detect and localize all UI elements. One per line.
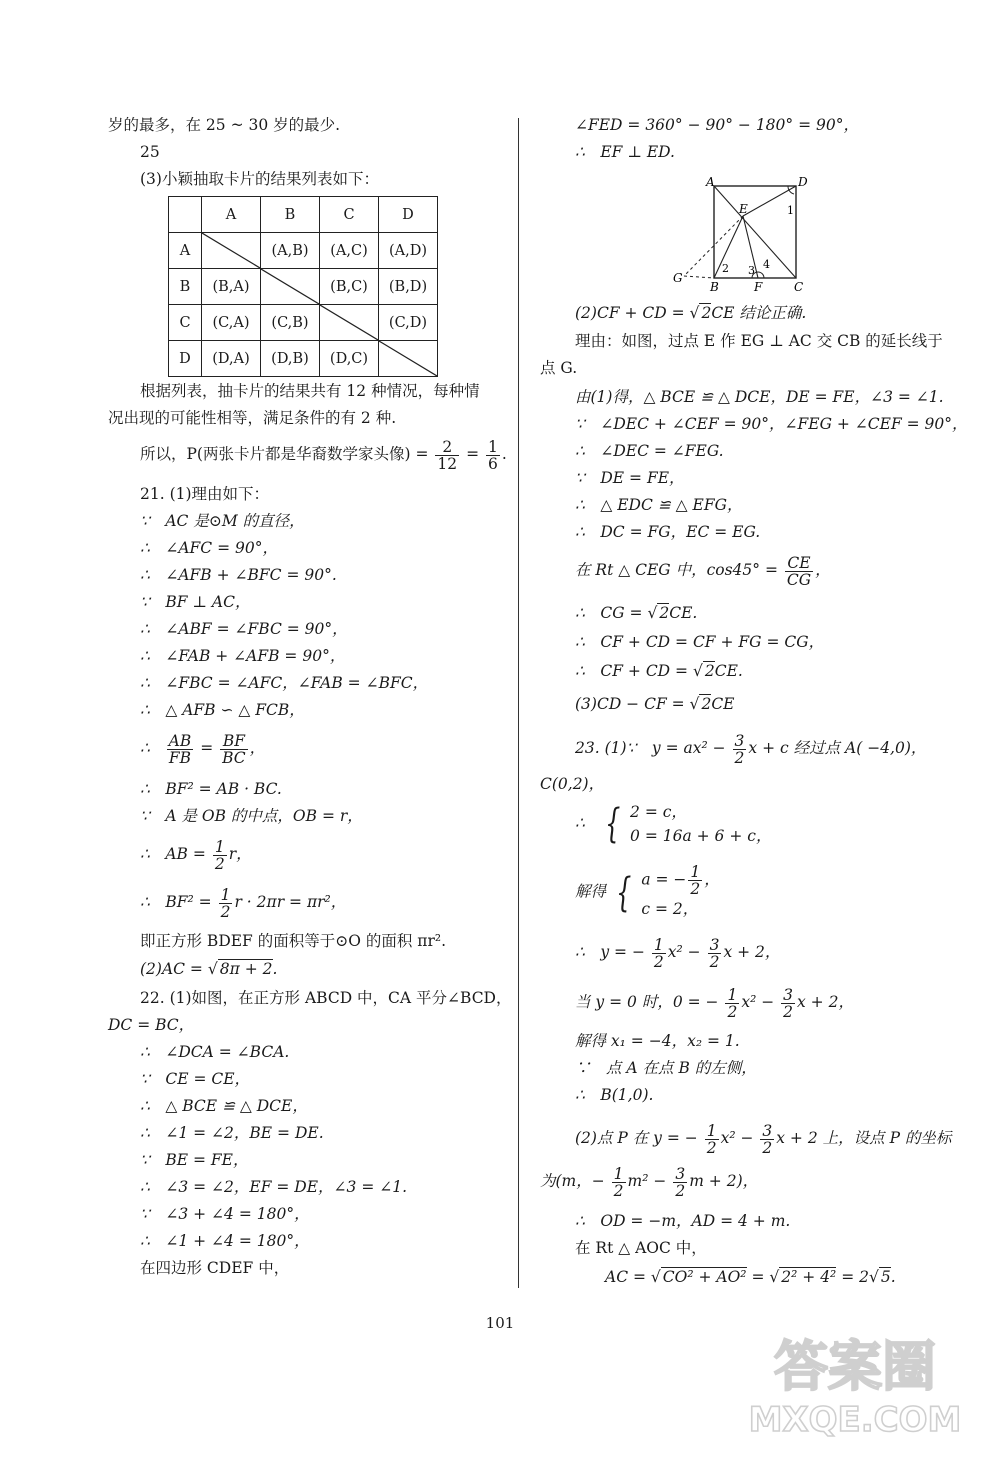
cg-prefix: ∴ CG = <box>575 604 643 622</box>
roots-line: 解得 x₁ = −4，x₂ = 1. <box>575 1032 740 1050</box>
denominator: 2 <box>706 1138 717 1157</box>
cf2-line: ∴ CF + CD = √ 2CE. <box>575 662 743 680</box>
angle-label-3: 3 <box>748 264 755 277</box>
table-header: D <box>379 197 438 233</box>
proof-step: ∴ △ EDC ≌ △ EFG， <box>575 496 743 514</box>
row-header: A <box>169 233 202 269</box>
table-header: C <box>320 197 379 233</box>
table-header: B <box>261 197 320 233</box>
part3-heading: (3)小颖抽取卡片的结果列表如下： <box>140 170 379 188</box>
fraction <box>167 733 194 766</box>
comma: ， <box>815 561 831 579</box>
table-cell: (B,C) <box>320 269 379 305</box>
numerator: 1 <box>690 863 701 881</box>
part3-suffix: CE <box>711 695 735 713</box>
ratio-line <box>140 730 265 766</box>
bf-line <box>140 884 346 920</box>
left-of-line: ∵ 点 A 在点 B 的左侧， <box>575 1059 757 1077</box>
fraction <box>652 937 666 970</box>
denominator: BC <box>222 748 246 767</box>
table-row <box>169 269 438 305</box>
q22-step: ∵ CE = CE， <box>140 1070 251 1088</box>
numerator: 1 <box>488 437 498 456</box>
cos-line <box>575 552 831 588</box>
cf-line: ∴ CF + CD = CF + FG = CG， <box>575 633 825 651</box>
watermark-url: MXQE.COM <box>748 1400 962 1440</box>
diagonal-cell <box>379 341 438 377</box>
diagonal-line-icon <box>320 305 378 340</box>
q21-step: ∵ BF ⊥ AC， <box>140 593 251 611</box>
label-e: E <box>739 202 748 216</box>
q22-step: ∴ ∠DCA = ∠BCA. <box>140 1043 290 1061</box>
radicand: 2 <box>704 662 715 680</box>
solve-label: 解得 <box>575 882 607 901</box>
probability-line <box>140 436 507 472</box>
radicand: 2 <box>701 695 712 713</box>
intro-line-1: 岁的最多，在 25 ~ 30 岁的最少. <box>108 116 341 134</box>
fraction <box>725 987 739 1020</box>
equation: c = 2， <box>641 900 699 918</box>
numerator: 1 <box>706 1121 717 1140</box>
fraction <box>220 733 248 766</box>
proof-step: ∴ DC = FG，EC = EG. <box>575 523 761 541</box>
denominator: 6 <box>488 454 498 473</box>
equation: 0 = 16a + 6 + c， <box>630 827 772 845</box>
table-cell: (D,A) <box>202 341 261 377</box>
ab-end: r， <box>228 845 252 863</box>
angle-label-2: 2 <box>722 262 729 275</box>
fraction <box>733 733 747 766</box>
part3-prefix: (3)CD − CF = <box>575 695 685 713</box>
table-cell: (B,D) <box>379 269 438 305</box>
cg-suffix: CE. <box>669 604 698 622</box>
radicand: CO² + AO² <box>662 1268 747 1286</box>
denominator: 2 <box>727 1002 738 1021</box>
ab-prefix: ∴ AB = <box>140 845 206 863</box>
p2-prefix: (2)点 P 在 y = − <box>575 1129 698 1147</box>
cg-line: ∴ CG = √ 2CE. <box>575 604 698 622</box>
q21-step: ∴ △ AFB ∽ △ FCB， <box>140 701 305 719</box>
when-middle: x² − <box>741 993 775 1011</box>
system-1 <box>575 800 771 848</box>
proof-step: ∵ DE = FE， <box>575 469 685 487</box>
proof-step: ∵ ∠DEC + ∠CEF = 90°，∠FEG + ∠CEF = 90°， <box>575 415 968 433</box>
watermark-logo <box>730 1323 980 1443</box>
q22-step: ∵ ∠3 + ∠4 = 180°， <box>140 1205 310 1223</box>
row-header: C <box>169 305 202 341</box>
ab-line <box>140 836 252 872</box>
diagonal-cell <box>320 305 379 341</box>
fraction <box>486 439 500 472</box>
table-cell: (A,C) <box>320 233 379 269</box>
radicand: 5 <box>880 1268 891 1286</box>
numerator: 1 <box>653 935 664 954</box>
label-b: B <box>710 280 719 292</box>
denominator: CG <box>786 570 812 589</box>
probability-prefix: 所以，P(两张卡片都是华裔数学家头像) = <box>140 445 429 463</box>
denominator: FB <box>168 748 192 767</box>
bf-prefix: ∴ BF² = <box>140 893 212 911</box>
row-header: D <box>169 341 202 377</box>
table-header-row <box>169 197 438 233</box>
fraction <box>785 555 813 588</box>
b-point-line: ∴ B(1,0). <box>575 1086 654 1104</box>
coord-middle: m² − <box>627 1172 667 1190</box>
q22-step: ∴ ∠1 = ∠2，BE = DE. <box>140 1124 324 1142</box>
table-header: A <box>202 197 261 233</box>
denominator: 2 <box>220 902 231 921</box>
numerator: 3 <box>762 1121 773 1140</box>
numerator: 1 <box>214 837 225 856</box>
bf-end: r · 2πr = πr²， <box>234 893 347 911</box>
q22-continuation: DC = BC， <box>108 1016 195 1034</box>
numerator: 3 <box>734 731 745 750</box>
numerator: 1 <box>220 885 231 904</box>
column-divider <box>518 118 519 1288</box>
summary-line-1: 根据列表，抽卡片的结果共有 12 种情况，每种情 <box>140 382 480 400</box>
table-cell: (B,A) <box>202 269 261 305</box>
y-end: x + 2， <box>723 943 781 961</box>
denominator: 2 <box>690 880 701 898</box>
rt-aoc-line: 在 Rt △ AOC 中， <box>575 1239 707 1257</box>
diagonal-cell <box>261 269 320 305</box>
period: . <box>501 445 507 463</box>
ac-line: AC = √ CO² + AO² = √ 2² + 4² = 2√ 5. <box>605 1268 896 1286</box>
p2-end: x + 2 上，设点 P 的坐标 <box>776 1129 952 1147</box>
label-a: A <box>706 175 715 189</box>
denominator: 2 <box>653 952 664 971</box>
brace-icon: { <box>616 869 632 916</box>
q21-step: ∴ ∠FAB + ∠AFB = 90°， <box>140 647 346 665</box>
q23-prefix: 23. (1)∵ y = ax² − <box>575 739 726 757</box>
table-cell: (C,B) <box>261 305 320 341</box>
label-c: C <box>794 280 804 292</box>
q21-step: ∵ A 是 OB 的中点，OB = r， <box>140 807 363 825</box>
denominator: 2 <box>709 952 720 971</box>
equals: = <box>200 739 214 757</box>
fraction <box>612 1166 626 1199</box>
table-cell: (A,B) <box>261 233 320 269</box>
denominator: 12 <box>437 454 458 473</box>
table-cell: (D,C) <box>320 341 379 377</box>
geometry-figure <box>670 172 820 292</box>
q21-title: 21. (1)理由如下： <box>140 485 270 503</box>
fraction <box>219 887 233 920</box>
denominator: 2 <box>675 1181 686 1200</box>
equation <box>641 864 719 897</box>
p2-middle: x² − <box>720 1129 754 1147</box>
fraction <box>708 937 722 970</box>
fraction <box>688 864 702 897</box>
angle-label-1: 1 <box>787 204 794 217</box>
when-line <box>575 984 854 1020</box>
table-cell: (C,A) <box>202 305 261 341</box>
area-conclusion: 即正方形 BDEF 的面积等于⊙O 的面积 πr². <box>140 932 447 950</box>
coordinate-line <box>540 1163 758 1199</box>
diagonal-line-icon <box>261 269 319 304</box>
angle-label-4: 4 <box>763 258 770 271</box>
numerator: 3 <box>783 985 794 1004</box>
part2-suffix: CE 结论正确. <box>711 304 807 322</box>
table-cell <box>169 197 202 233</box>
numerator: 1 <box>613 1164 624 1183</box>
table-row <box>169 341 438 377</box>
period: . <box>272 960 278 978</box>
coord-end: m + 2)， <box>689 1172 759 1190</box>
ac-prefix: AC = <box>605 1268 646 1286</box>
q22-step: ∴ ∠1 + ∠4 = 180°， <box>140 1232 310 1250</box>
period: . <box>890 1268 896 1286</box>
q23-suffix: x + c 经过点 A( −4,0)， <box>748 739 927 757</box>
fraction <box>781 987 795 1020</box>
table-row <box>169 233 438 269</box>
radicand: 2² + 4² <box>781 1268 837 1286</box>
fraction <box>760 1123 774 1156</box>
table-cell: (A,D) <box>379 233 438 269</box>
label-f: F <box>754 280 763 292</box>
q22-part2: (2)CF + CD = √ 2CE 结论正确. <box>575 304 807 322</box>
part2-prefix: (2)CF + CD = <box>575 304 685 322</box>
numerator: 1 <box>727 985 738 1004</box>
cf2-prefix: ∴ CF + CD = <box>575 662 689 680</box>
q21-step: ∴ BF² = AB · BC. <box>140 780 282 798</box>
q23-point-c: C(0,2)， <box>540 775 605 793</box>
table-row <box>169 305 438 341</box>
denominator: 2 <box>734 748 745 767</box>
equation-system <box>630 800 771 848</box>
result-table <box>168 196 438 377</box>
therefore-symbol: ∴ <box>575 814 585 832</box>
y-prefix: ∴ y = − <box>575 943 645 961</box>
fraction <box>673 1166 687 1199</box>
q21-step: ∴ ∠AFC = 90°， <box>140 539 278 557</box>
intro-line-2: 25 <box>140 143 160 161</box>
comma: ， <box>249 739 266 757</box>
summary-line-2: 况出现的可能性相等，满足条件的有 2 种. <box>108 409 397 427</box>
proof-step: ∴ ∠DEC = ∠FEG. <box>575 442 724 460</box>
fraction <box>435 439 459 472</box>
q22-step: 在四边形 CDEF 中， <box>140 1259 290 1277</box>
table-cell: (D,B) <box>261 341 320 377</box>
cf2-suffix: CE. <box>714 662 743 680</box>
numerator: CE <box>785 555 813 572</box>
diagonal-line-icon <box>379 341 437 376</box>
diagonal-line-icon <box>202 233 260 268</box>
equation-system <box>641 864 719 921</box>
part2-point-p <box>575 1120 951 1156</box>
reason-line-2: 点 G. <box>540 359 578 377</box>
cos-prefix: 在 Rt △ CEG 中，cos45° = <box>575 561 778 579</box>
q22-step: ∴ ∠3 = ∠2，EF = DE，∠3 = ∠1. <box>140 1178 408 1196</box>
watermark-text: 答案圈 <box>774 1335 936 1398</box>
radicand: 8π + 2 <box>219 960 273 978</box>
denominator: 2 <box>762 1138 773 1157</box>
numerator: AB <box>168 731 192 750</box>
y-middle: x² − <box>667 943 701 961</box>
comma: ， <box>704 870 720 889</box>
corner-blank-icon <box>169 197 201 232</box>
reason-line-1: 理由：如图，过点 E 作 EG ⊥ AC 交 CB 的延长线于 <box>575 332 943 350</box>
proof-step: 由(1)得，△ BCE ≌ △ DCE，DE = FE，∠3 = ∠1. <box>575 388 944 406</box>
numerator: 3 <box>675 1164 686 1183</box>
q21-step: ∴ ∠AFB + ∠BFC = 90°. <box>140 566 337 584</box>
coord-prefix: 为(m，− <box>540 1172 605 1190</box>
denominator: 2 <box>214 854 225 873</box>
q22-step: ∵ BE = FE， <box>140 1151 249 1169</box>
equation: 2 = c， <box>630 803 687 821</box>
od-line: ∴ OD = −m，AD = 4 + m. <box>575 1212 791 1230</box>
q21-step: ∴ ∠FBC = ∠AFC，∠FAB = ∠BFC， <box>140 674 429 692</box>
parabola-line <box>575 934 780 970</box>
page-number: 101 <box>485 1314 515 1332</box>
q22-step: ∴ △ BCE ≌ △ DCE， <box>140 1097 308 1115</box>
label-g: G <box>673 271 683 285</box>
fed-angle-line: ∠FED = 360° − 90° − 180° = 90°， <box>575 116 859 134</box>
q21-part2-prefix: (2)AC = <box>140 960 203 978</box>
ef-perp-line: ∴ EF ⊥ ED. <box>575 143 675 161</box>
denominator: 2 <box>783 1002 794 1021</box>
when-prefix: 当 y = 0 时，0 = − <box>575 993 719 1011</box>
numerator: BF <box>220 733 248 750</box>
fraction <box>213 839 227 872</box>
radicand: 2 <box>659 604 670 622</box>
radicand: 2 <box>701 304 712 322</box>
q21-part2: (2)AC = √ 8π + 2. <box>140 960 278 978</box>
equals: = <box>751 1268 765 1286</box>
fraction <box>705 1123 719 1156</box>
system-2 <box>575 864 720 921</box>
label-d: D <box>798 175 808 189</box>
q22-title: 22. (1)如图，在正方形 ABCD 中，CA 平分∠BCD， <box>140 989 512 1007</box>
q23-title <box>575 730 926 766</box>
q21-step: ∴ ∠ABF = ∠FBC = 90°， <box>140 620 348 638</box>
equals: = <box>466 445 480 463</box>
numerator: 2 <box>435 439 459 456</box>
q21-step: ∵ AC 是⊙M 的直径， <box>140 512 305 530</box>
part3-line: (3)CD − CF = √ 2CE <box>575 695 735 713</box>
therefore-symbol: ∴ <box>140 739 150 757</box>
row-header: B <box>169 269 202 305</box>
table-cell: (C,D) <box>379 305 438 341</box>
brace-icon: { <box>604 801 621 847</box>
denominator: 2 <box>613 1181 624 1200</box>
equation-prefix: a = − <box>641 870 687 889</box>
diagonal-cell <box>202 233 261 269</box>
numerator: 3 <box>709 935 720 954</box>
when-end: x + 2， <box>797 993 854 1011</box>
equals-two: = 2 <box>841 1268 869 1286</box>
